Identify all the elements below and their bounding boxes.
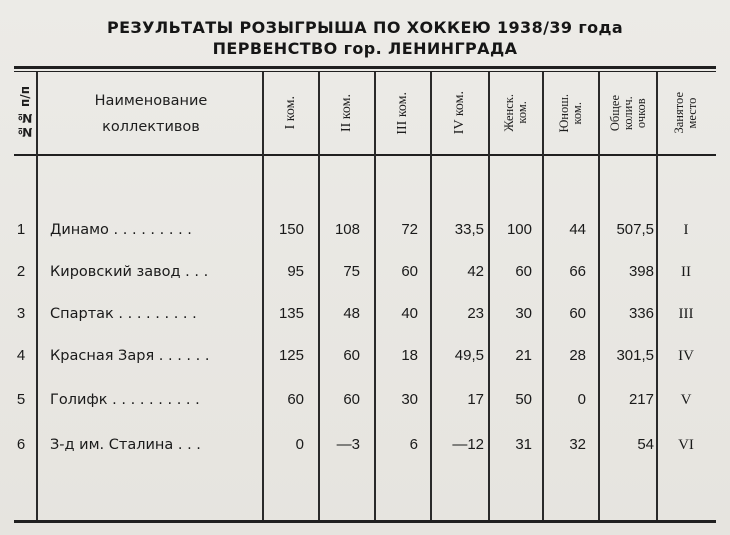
document-subtitle: ПЕРВЕНСТВО гор. ЛЕНИНГРАДА [212,39,518,58]
place: IV [678,348,694,364]
table-row [0,301,730,327]
team4-points: 42 [467,263,484,280]
header-team4: IV ком. [452,91,467,135]
team3-points: 72 [401,221,418,238]
team1-points: 0 [295,436,304,453]
team4-points: 33,5 [454,221,484,238]
team1-points: 135 [278,305,304,322]
header-place: Занятое место [672,92,699,134]
header-youth-team: Юнош. ком. [557,93,584,133]
team1-points: 60 [287,391,304,408]
row-number: 2 [16,263,26,280]
table-row [0,387,730,413]
team2-points: —3 [336,436,360,453]
row-number: 6 [16,436,26,453]
table-row [0,259,730,285]
place: III [678,306,694,322]
header-collective-name: Наименование коллективов [94,93,208,135]
team4-points: —12 [452,436,484,453]
total-points: 217 [628,391,654,408]
collective-name: Красная Заря . . . . . . [50,348,210,364]
team1-points: 150 [278,221,304,238]
team4-points: 23 [467,305,484,322]
row-number: 3 [16,305,26,322]
header-women-team: Женск. ком. [502,94,529,132]
team1-points: 95 [287,263,304,280]
row-number: 4 [16,347,26,364]
team3-points: 40 [401,305,418,322]
team3-points: 18 [401,347,418,364]
women-points: 100 [506,221,532,238]
header-team3: III ком. [395,91,410,135]
header-total-points: Общее колич. очков [607,94,648,132]
youth-points: 66 [569,263,586,280]
place: II [681,264,691,280]
team1-points: 125 [278,347,304,364]
collective-name: Спартак . . . . . . . . . [50,306,197,322]
place: I [683,222,689,238]
team2-points: 60 [343,347,360,364]
team3-points: 30 [401,391,418,408]
team2-points: 48 [343,305,360,322]
collective-name: Динамо . . . . . . . . . [50,222,192,238]
total-points: 54 [637,436,654,453]
row-number: 1 [16,221,26,238]
table-row [0,217,730,243]
total-points: 336 [628,305,654,322]
table-bottom-rule [14,520,716,523]
collective-name: З-д им. Сталина . . . [50,437,201,453]
row-number: 5 [16,391,26,408]
youth-points: 60 [569,305,586,322]
team2-points: 60 [343,391,360,408]
team4-points: 17 [467,391,484,408]
total-points: 301,5 [616,347,654,364]
table-top-rule [14,66,716,69]
team2-points: 75 [343,263,360,280]
team2-points: 108 [334,221,360,238]
women-points: 60 [515,263,532,280]
place: V [680,392,692,408]
team3-points: 60 [401,263,418,280]
header-team1: I ком. [283,96,298,130]
youth-points: 32 [569,436,586,453]
youth-points: 44 [569,221,586,238]
table-row [0,343,730,369]
youth-points: 28 [569,347,586,364]
place: VI [678,437,694,453]
table-row [0,432,730,458]
collective-name: Кировский завод . . . [50,264,209,280]
team4-points: 49,5 [454,347,484,364]
document-title: РЕЗУЛЬТАТЫ РОЗЫГРЫША ПО ХОККЕЮ 1938/39 года [106,18,624,37]
header-number: №№ п/п [17,86,32,140]
collective-name: Голифк . . . . . . . . . . [50,392,200,408]
women-points: 30 [515,305,532,322]
total-points: 507,5 [616,221,654,238]
women-points: 21 [515,347,532,364]
header-bottom-rule [14,154,716,156]
youth-points: 0 [577,391,586,408]
women-points: 50 [515,391,532,408]
total-points: 398 [628,263,654,280]
team3-points: 6 [409,436,418,453]
women-points: 31 [515,436,532,453]
header-team2: II ком. [339,93,354,132]
